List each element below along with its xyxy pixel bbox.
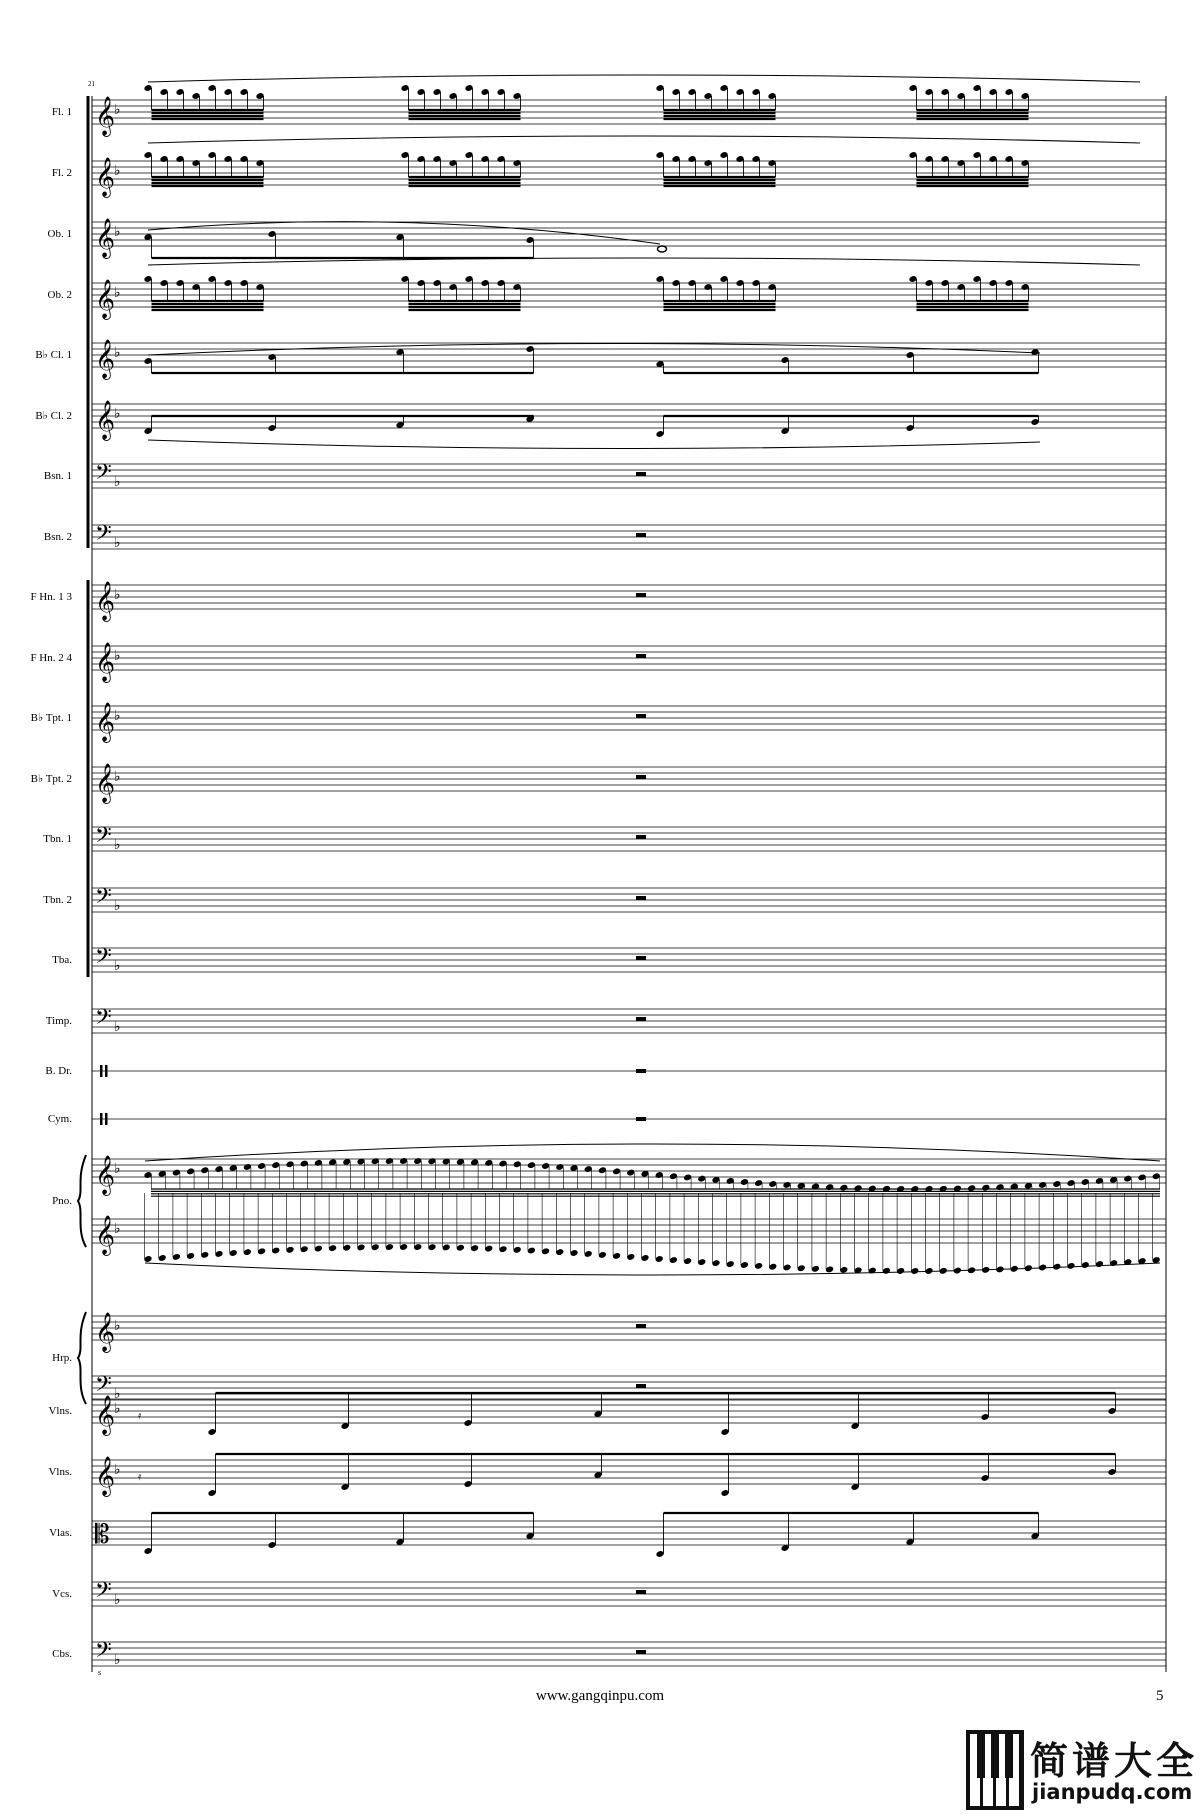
note-head bbox=[825, 1183, 834, 1191]
measure-number: 21 bbox=[88, 80, 95, 88]
instrument-label: Vcs. bbox=[52, 1588, 72, 1600]
key-flat-icon: ♭ bbox=[114, 769, 121, 785]
note-head bbox=[839, 1266, 848, 1274]
instrument-label: Pno. bbox=[52, 1195, 72, 1207]
whole-rest bbox=[636, 1069, 646, 1073]
whole-rest bbox=[636, 654, 646, 658]
key-flat-icon: ♭ bbox=[114, 345, 121, 361]
note-head bbox=[1081, 1178, 1090, 1186]
treble-clef-icon: 𝄞 bbox=[95, 279, 116, 319]
treble-clef-icon: 𝄞 bbox=[95, 1456, 116, 1496]
key-flat-icon: ♭ bbox=[114, 102, 121, 118]
instrument-label: Vlns. bbox=[48, 1405, 72, 1417]
note-head bbox=[882, 1267, 891, 1275]
note-head bbox=[257, 1162, 266, 1170]
treble-clef-icon: 𝄞 bbox=[95, 763, 116, 803]
bass-clef-icon: 𝄢 bbox=[95, 1372, 112, 1402]
note-head bbox=[754, 1262, 763, 1270]
note-head bbox=[328, 1244, 337, 1252]
note-head bbox=[740, 1261, 749, 1269]
note-head bbox=[584, 1250, 593, 1258]
staff-24 bbox=[92, 1578, 1166, 1608]
note-head bbox=[669, 1172, 678, 1180]
grand-staff-upper bbox=[92, 1312, 1166, 1353]
note-head bbox=[782, 1264, 791, 1272]
note-head bbox=[300, 1245, 309, 1253]
note-head bbox=[271, 1247, 280, 1255]
note-head bbox=[868, 1267, 877, 1275]
key-flat-icon: ♭ bbox=[114, 224, 121, 240]
note-head bbox=[527, 1247, 536, 1255]
whole-rest bbox=[636, 1590, 646, 1594]
note-head bbox=[697, 1258, 706, 1266]
slur bbox=[145, 1263, 1160, 1275]
staff-21 bbox=[92, 1393, 1166, 1436]
note-head bbox=[825, 1265, 834, 1273]
percussion-staff bbox=[92, 1065, 1166, 1077]
percussion-clef-icon bbox=[100, 1065, 103, 1077]
instrument-label: Cbs. bbox=[52, 1648, 72, 1660]
note-head bbox=[371, 1243, 380, 1251]
slur bbox=[148, 440, 1040, 449]
note-head bbox=[1137, 1174, 1146, 1182]
note-head bbox=[896, 1267, 905, 1275]
note-head bbox=[200, 1251, 209, 1259]
note-head bbox=[839, 1184, 848, 1192]
note-head bbox=[498, 1245, 507, 1253]
instrument-label: Ob. 2 bbox=[47, 289, 72, 301]
slur bbox=[148, 136, 1140, 143]
staff-16 bbox=[92, 1005, 1166, 1035]
whole-rest bbox=[636, 956, 646, 960]
note-head bbox=[300, 1160, 309, 1168]
note-head bbox=[598, 1251, 607, 1259]
treble-clef-icon: 𝄞 bbox=[95, 1312, 116, 1352]
bass-clef-icon: 𝄢 bbox=[95, 1005, 112, 1035]
instrument-label: F Hn. 1 3 bbox=[30, 591, 72, 603]
key-flat-icon: ♭ bbox=[114, 1386, 121, 1402]
key-flat-icon: ♭ bbox=[114, 163, 121, 179]
treble-clef-icon: 𝄞 bbox=[95, 1395, 116, 1435]
treble-clef-icon: 𝄞 bbox=[95, 96, 116, 136]
staff-25 bbox=[92, 1638, 1166, 1668]
slur bbox=[148, 222, 660, 244]
note-head bbox=[669, 1256, 678, 1264]
note-head bbox=[200, 1166, 209, 1174]
instrument-label: Fl. 2 bbox=[51, 167, 72, 179]
footer-url[interactable]: www.gangqinpu.com bbox=[535, 1688, 665, 1704]
note-head bbox=[711, 1259, 720, 1267]
instrument-label: B♭ Tpt. 2 bbox=[30, 773, 72, 785]
treble-clef-icon: 𝄞 bbox=[95, 702, 116, 742]
whole-rest bbox=[636, 1017, 646, 1021]
note-head bbox=[697, 1175, 706, 1183]
note-head bbox=[214, 1165, 223, 1173]
staff-6 bbox=[92, 400, 1166, 449]
note-head bbox=[243, 1163, 252, 1171]
note-head bbox=[726, 1177, 735, 1185]
key-flat-icon: ♭ bbox=[114, 1221, 121, 1237]
whole-rest bbox=[636, 835, 646, 839]
note-head bbox=[385, 1243, 394, 1251]
piano-keys-icon bbox=[964, 1728, 1026, 1812]
note-head bbox=[1052, 1263, 1061, 1271]
bass-clef-icon: 𝄢 bbox=[95, 1638, 112, 1668]
whole-rest bbox=[636, 593, 646, 597]
treble-clef-icon: 𝄞 bbox=[95, 1215, 116, 1255]
key-flat-icon: ♭ bbox=[114, 1318, 121, 1334]
note-head bbox=[1123, 1175, 1132, 1183]
staff-15 bbox=[92, 944, 1166, 974]
note-head bbox=[427, 1157, 436, 1165]
staff-8 bbox=[92, 521, 1166, 551]
staff-7 bbox=[92, 460, 1166, 490]
treble-clef-icon: 𝄞 bbox=[95, 218, 116, 258]
key-flat-icon: ♭ bbox=[114, 1652, 121, 1668]
note-head bbox=[726, 1260, 735, 1268]
treble-clef-icon: 𝄞 bbox=[95, 339, 116, 379]
whole-rest bbox=[636, 1324, 646, 1328]
bass-clef-icon: 𝄢 bbox=[95, 460, 112, 490]
system-tail-mark: s bbox=[98, 1668, 102, 1677]
note-head bbox=[498, 1160, 507, 1168]
note-head bbox=[527, 1161, 536, 1169]
instrument-label: B♭ Cl. 2 bbox=[35, 410, 72, 422]
grand-staff-brace bbox=[78, 1155, 86, 1247]
key-flat-icon: ♭ bbox=[114, 1161, 121, 1177]
note-head bbox=[655, 1255, 664, 1263]
note-head bbox=[768, 1263, 777, 1271]
half-note bbox=[658, 246, 667, 252]
slur bbox=[148, 75, 1140, 82]
note-head bbox=[683, 1257, 692, 1265]
percussion-clef-icon bbox=[100, 1113, 103, 1125]
grand-staff-lower bbox=[92, 1372, 1166, 1402]
alto-clef-icon: 𝄡 bbox=[95, 1520, 110, 1550]
note-head bbox=[214, 1250, 223, 1258]
note-head bbox=[1066, 1179, 1075, 1187]
treble-clef-icon: 𝄞 bbox=[95, 642, 116, 682]
note-head bbox=[186, 1167, 195, 1175]
note-head bbox=[172, 1253, 181, 1261]
staff-4 bbox=[92, 258, 1166, 320]
treble-clef-icon: 𝄞 bbox=[95, 581, 116, 621]
instrument-label: Cym. bbox=[47, 1113, 72, 1125]
note-head bbox=[484, 1159, 493, 1167]
note-head bbox=[1066, 1262, 1075, 1270]
note-head bbox=[399, 1157, 408, 1165]
key-flat-icon: ♭ bbox=[114, 958, 121, 974]
key-flat-icon: ♭ bbox=[114, 1019, 121, 1035]
key-flat-icon: ♭ bbox=[114, 587, 121, 603]
treble-clef-icon: 𝄞 bbox=[95, 400, 116, 440]
note-head bbox=[342, 1244, 351, 1252]
bass-clef-icon: 𝄢 bbox=[95, 823, 112, 853]
note-head bbox=[584, 1165, 593, 1173]
note-head bbox=[555, 1248, 564, 1256]
note-head bbox=[555, 1163, 564, 1171]
instrument-label: Ob. 1 bbox=[47, 228, 72, 240]
key-flat-icon: ♭ bbox=[114, 285, 121, 301]
note-head bbox=[683, 1174, 692, 1182]
whole-rest bbox=[636, 533, 646, 537]
staff-2 bbox=[92, 136, 1166, 198]
instrument-label: B♭ Cl. 1 bbox=[35, 349, 72, 361]
note-head bbox=[143, 1255, 152, 1263]
note-head bbox=[285, 1160, 294, 1168]
note-head bbox=[626, 1169, 635, 1177]
bass-clef-icon: 𝄢 bbox=[95, 1578, 112, 1608]
bass-clef-icon: 𝄢 bbox=[95, 944, 112, 974]
staff-22 bbox=[92, 1454, 1166, 1497]
note-head bbox=[158, 1254, 167, 1262]
staff-11 bbox=[92, 702, 1166, 743]
note-head bbox=[271, 1161, 280, 1169]
key-flat-icon: ♭ bbox=[114, 474, 121, 490]
instrument-label: Bsn. 1 bbox=[43, 470, 72, 482]
percussion-staff bbox=[92, 1113, 1166, 1125]
note-head bbox=[513, 1246, 522, 1254]
instrument-label: Hrp. bbox=[52, 1352, 72, 1364]
note-head bbox=[640, 1254, 649, 1262]
whole-rest bbox=[636, 472, 646, 476]
note-head bbox=[655, 1171, 664, 1179]
slur bbox=[145, 1144, 1160, 1161]
note-head bbox=[470, 1244, 479, 1252]
note-head bbox=[314, 1245, 323, 1253]
note-head bbox=[1052, 1180, 1061, 1188]
note-head bbox=[1095, 1260, 1104, 1268]
key-flat-icon: ♭ bbox=[114, 1401, 121, 1417]
instrument-label: B♭ Tpt. 1 bbox=[30, 712, 72, 724]
instrument-label: Timp. bbox=[45, 1015, 72, 1027]
grand-staff-lower bbox=[92, 1193, 1166, 1275]
key-flat-icon: ♭ bbox=[114, 898, 121, 914]
note-head bbox=[285, 1246, 294, 1254]
page-number: 5 bbox=[1156, 1688, 1164, 1704]
key-flat-icon: ♭ bbox=[114, 535, 121, 551]
note-head bbox=[371, 1157, 380, 1165]
key-flat-icon: ♭ bbox=[114, 708, 121, 724]
staff-5 bbox=[92, 339, 1166, 380]
key-flat-icon: ♭ bbox=[114, 406, 121, 422]
note-head bbox=[981, 1184, 990, 1192]
note-head bbox=[782, 1181, 791, 1189]
whole-rest bbox=[636, 775, 646, 779]
sixteenth-rest-icon: 𝄿 bbox=[138, 1409, 142, 1422]
note-head bbox=[811, 1265, 820, 1273]
instrument-label: Tbn. 2 bbox=[43, 894, 72, 906]
sixteenth-rest-icon: 𝄿 bbox=[138, 1470, 142, 1483]
note-head bbox=[484, 1245, 493, 1253]
grand-staff-upper bbox=[92, 1144, 1166, 1196]
whole-rest bbox=[636, 714, 646, 718]
note-head bbox=[456, 1244, 465, 1252]
note-head bbox=[754, 1179, 763, 1187]
instrument-label: B. Dr. bbox=[45, 1065, 72, 1077]
whole-rest bbox=[636, 1650, 646, 1654]
note-head bbox=[172, 1169, 181, 1177]
instrument-label: Vlns. bbox=[48, 1466, 72, 1478]
staff-3 bbox=[92, 218, 1166, 259]
note-head bbox=[356, 1243, 365, 1251]
instrument-label: Fl. 1 bbox=[51, 106, 72, 118]
key-flat-icon: ♭ bbox=[114, 837, 121, 853]
note-head bbox=[1038, 1181, 1047, 1189]
key-flat-icon: ♭ bbox=[114, 648, 121, 664]
staff-23 bbox=[92, 1513, 1166, 1558]
note-head bbox=[797, 1264, 806, 1272]
staff-12 bbox=[92, 763, 1166, 804]
note-head bbox=[569, 1249, 578, 1257]
instrument-label: Tbn. 1 bbox=[43, 833, 72, 845]
note-head bbox=[541, 1162, 550, 1170]
note-head bbox=[413, 1157, 422, 1165]
site-logo[interactable] bbox=[964, 1728, 1200, 1815]
note-head bbox=[1081, 1261, 1090, 1269]
logo-text-cn: 简谱大全 bbox=[1030, 1739, 1199, 1783]
note-head bbox=[413, 1243, 422, 1251]
note-head bbox=[740, 1178, 749, 1186]
note-head bbox=[385, 1157, 394, 1165]
note-head bbox=[442, 1243, 451, 1251]
whole-rest bbox=[636, 896, 646, 900]
key-flat-icon: ♭ bbox=[114, 1592, 121, 1608]
note-head bbox=[541, 1247, 550, 1255]
bass-clef-icon: 𝄢 bbox=[95, 521, 112, 551]
note-head bbox=[427, 1243, 436, 1251]
note-head bbox=[1152, 1172, 1161, 1180]
note-head bbox=[995, 1183, 1004, 1191]
note-head bbox=[243, 1248, 252, 1256]
whole-rest bbox=[636, 1384, 646, 1388]
note-head bbox=[612, 1167, 621, 1175]
note-head bbox=[612, 1252, 621, 1260]
note-head bbox=[314, 1159, 323, 1167]
staff-13 bbox=[92, 823, 1166, 853]
note-head bbox=[1095, 1177, 1104, 1185]
instrument-label: Vlas. bbox=[49, 1527, 72, 1539]
instrument-label: Bsn. 2 bbox=[43, 531, 72, 543]
note-head bbox=[399, 1243, 408, 1251]
grand-staff-brace bbox=[78, 1312, 86, 1404]
note-head bbox=[143, 1171, 152, 1179]
note-head bbox=[257, 1247, 266, 1255]
note-head bbox=[1109, 1259, 1118, 1267]
note-head bbox=[598, 1166, 607, 1174]
treble-clef-icon: 𝄞 bbox=[95, 157, 116, 197]
note-head bbox=[229, 1249, 238, 1257]
bass-clef-icon: 𝄢 bbox=[95, 884, 112, 914]
logo-text-en: jianpudq.com bbox=[1032, 1780, 1193, 1804]
note-head bbox=[768, 1180, 777, 1188]
staff-9 bbox=[92, 581, 1166, 622]
staff-10 bbox=[92, 642, 1166, 683]
note-head bbox=[910, 1267, 919, 1275]
key-flat-icon: ♭ bbox=[114, 1462, 121, 1478]
note-head bbox=[513, 1160, 522, 1168]
note-head bbox=[186, 1252, 195, 1260]
staff-14 bbox=[92, 884, 1166, 914]
treble-clef-icon: 𝄞 bbox=[95, 1155, 116, 1195]
note-head bbox=[626, 1253, 635, 1261]
instrument-label: F Hn. 2 4 bbox=[30, 652, 72, 664]
instrument-label: Tba. bbox=[52, 954, 72, 966]
staff-1 bbox=[92, 75, 1166, 137]
whole-rest bbox=[636, 1117, 646, 1121]
